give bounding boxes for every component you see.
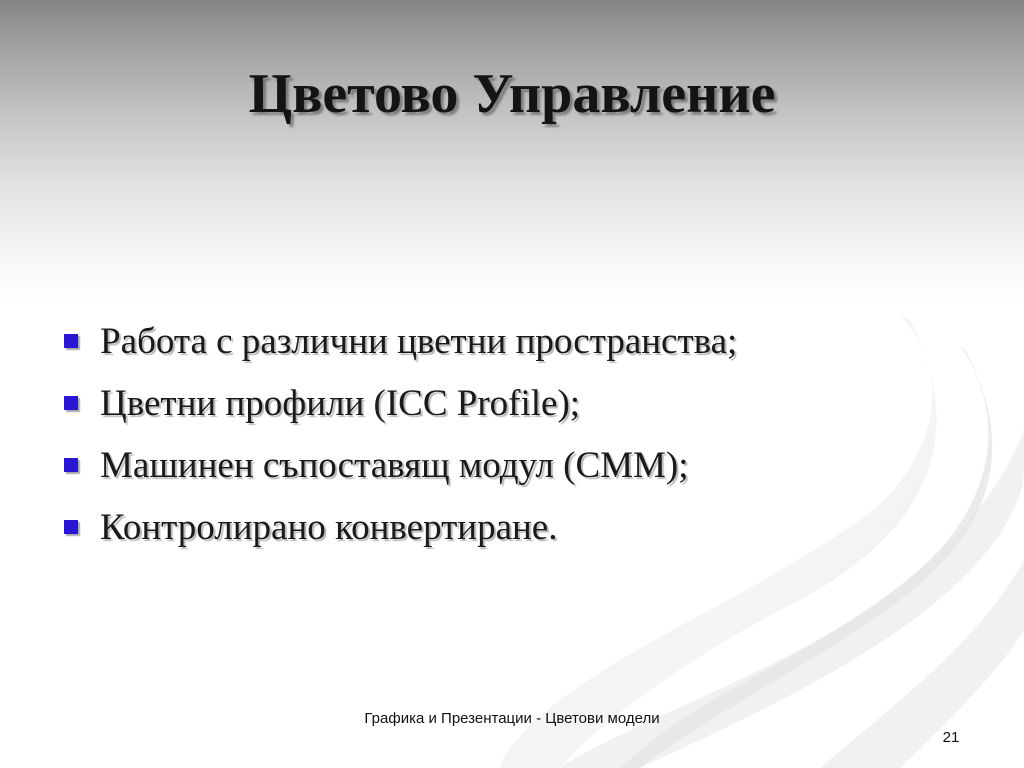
bullet-text: Контролирано конвертиране. bbox=[100, 506, 558, 548]
square-bullet-icon bbox=[64, 334, 78, 348]
slide-footer: Графика и Презентации - Цветови модели bbox=[364, 710, 660, 727]
square-bullet-icon bbox=[64, 458, 78, 472]
slide-number: 21 bbox=[942, 729, 960, 746]
bullet-item bbox=[64, 496, 737, 558]
bullet-item bbox=[64, 310, 737, 372]
bullet-list bbox=[64, 310, 737, 558]
square-bullet-icon bbox=[64, 520, 78, 534]
bullet-item bbox=[64, 372, 737, 434]
bullet-text: Работа с различни цветни пространства; bbox=[100, 320, 738, 362]
slide-title: Цветово Управление bbox=[248, 63, 776, 125]
square-bullet-icon bbox=[64, 396, 78, 410]
bullet-item bbox=[64, 434, 737, 496]
bullet-text: Машинен съпоставящ модул (CMM); bbox=[100, 444, 689, 486]
bullet-text: Цветни профили (ICC Profile); bbox=[100, 382, 581, 424]
